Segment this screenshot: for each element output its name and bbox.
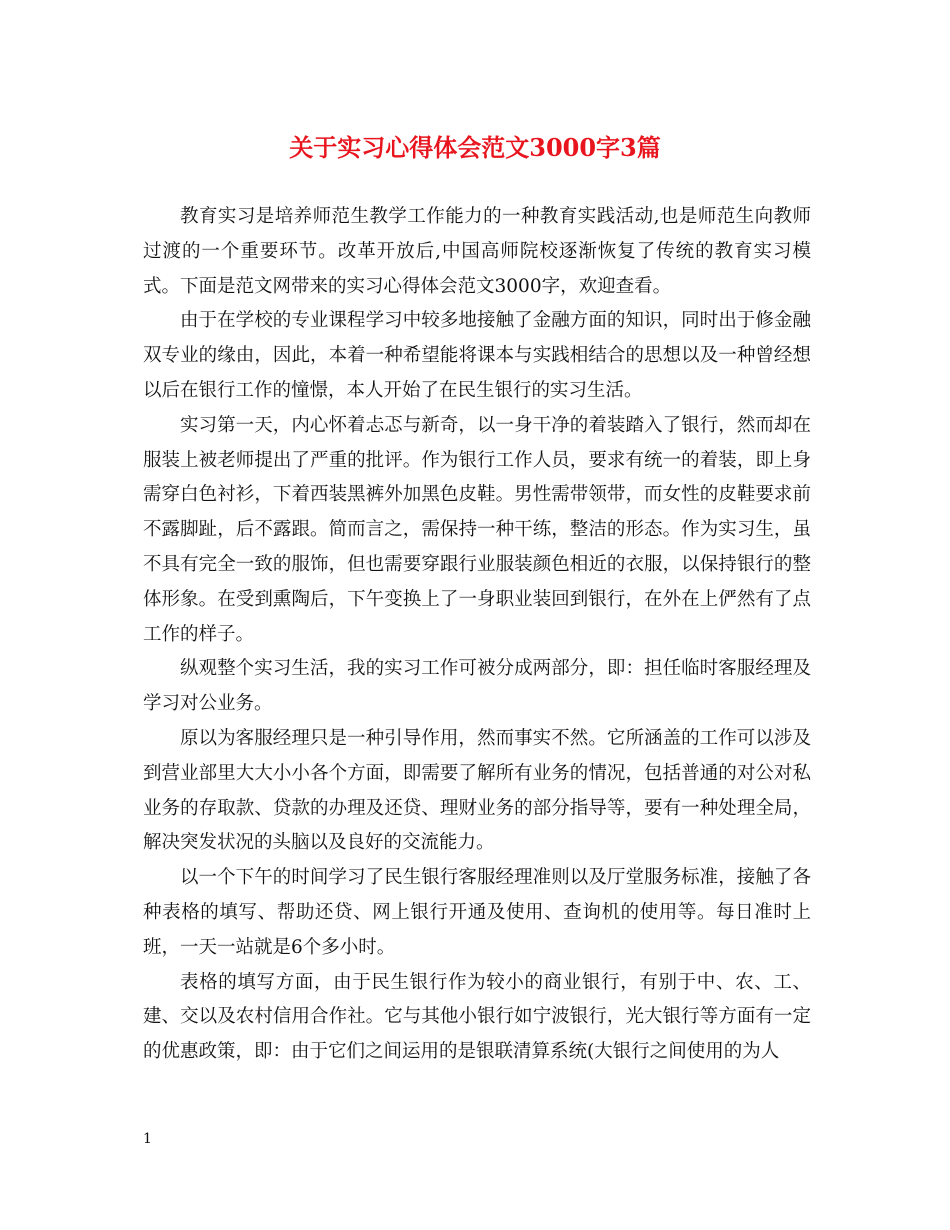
paragraph: 原以为客服经理只是一种引导作用，然而事实不然。它所涵盖的工作可以涉及到营业部里大大小小各个方面，即需要了解所有业务的情况，包括普通的对公对私业务的存取款、贷款的办理及还贷、理财业务的部分指导等，要有一种处理全局，解决突发状况的头脑以及良好的交流能力。: [143, 727, 811, 854]
document-body: [143, 200, 811, 1070]
paragraph: 教育实习是培养师范生教学工作能力的一种教育实践活动,也是师范生向教师过渡的一个重要环节。改革开放后,中国高师院校逐渐恢复了传统的教育实习模式。下面是范文网带来的实习心得体会范文3000字，欢迎查看。: [143, 206, 811, 297]
paragraph: 以一个下午的时间学习了民生银行客服经理准则以及厅堂服务标准，接触了各种表格的填写、帮助还贷、网上银行开通及使用、查询机的使用等。每日准时上班，一天一站就是6个多小时。: [143, 867, 811, 958]
paragraph: 表格的填写方面，由于民生银行作为较小的商业银行，有别于中、农、工、建、交以及农村信用合作社。它与其他小银行如宁波银行，光大银行等方面有一定的优惠政策，即：由于它们之间运用的是银联清算系统(大银行之间使用的为人: [143, 971, 811, 1063]
paragraph: 实习第一天，内心怀着忐忑与新奇，以一身干净的着装踏入了银行，然而却在服装上被老师提出了严重的批评。作为银行工作人员，要求有统一的着装，即上身需穿白色衬衫，下着西装黑裤外加黑色皮鞋。男性需带领带，而女性的皮鞋要求前不露脚趾，后不露跟。简而言之，需保持一种干练，整洁的形态。作为实习生，虽不具有完全一致的服饰，但也需要穿跟行业服装颜色相近的衣服，以保持银行的整体形象。在受到熏陶后，下午变换上了一身职业装回到银行，在外在上俨然有了点工作的样子。: [143, 414, 811, 645]
paragraph: 由于在学校的专业课程学习中较多地接触了金融方面的知识，同时出于修金融双专业的缘由，因此，本着一种希望能将课本与实践相结合的思想以及一种曾经想以后在银行工作的憧憬，本人开始了在民生银行的实习生活。: [143, 310, 811, 401]
document-title: 关于实习心得体会范文3000字3篇: [289, 133, 661, 162]
paragraph: 纵观整个实习生活，我的实习工作可被分成两部分，即：担任临时客服经理及学习对公业务。: [143, 658, 811, 715]
page-number: 1: [143, 1131, 152, 1147]
